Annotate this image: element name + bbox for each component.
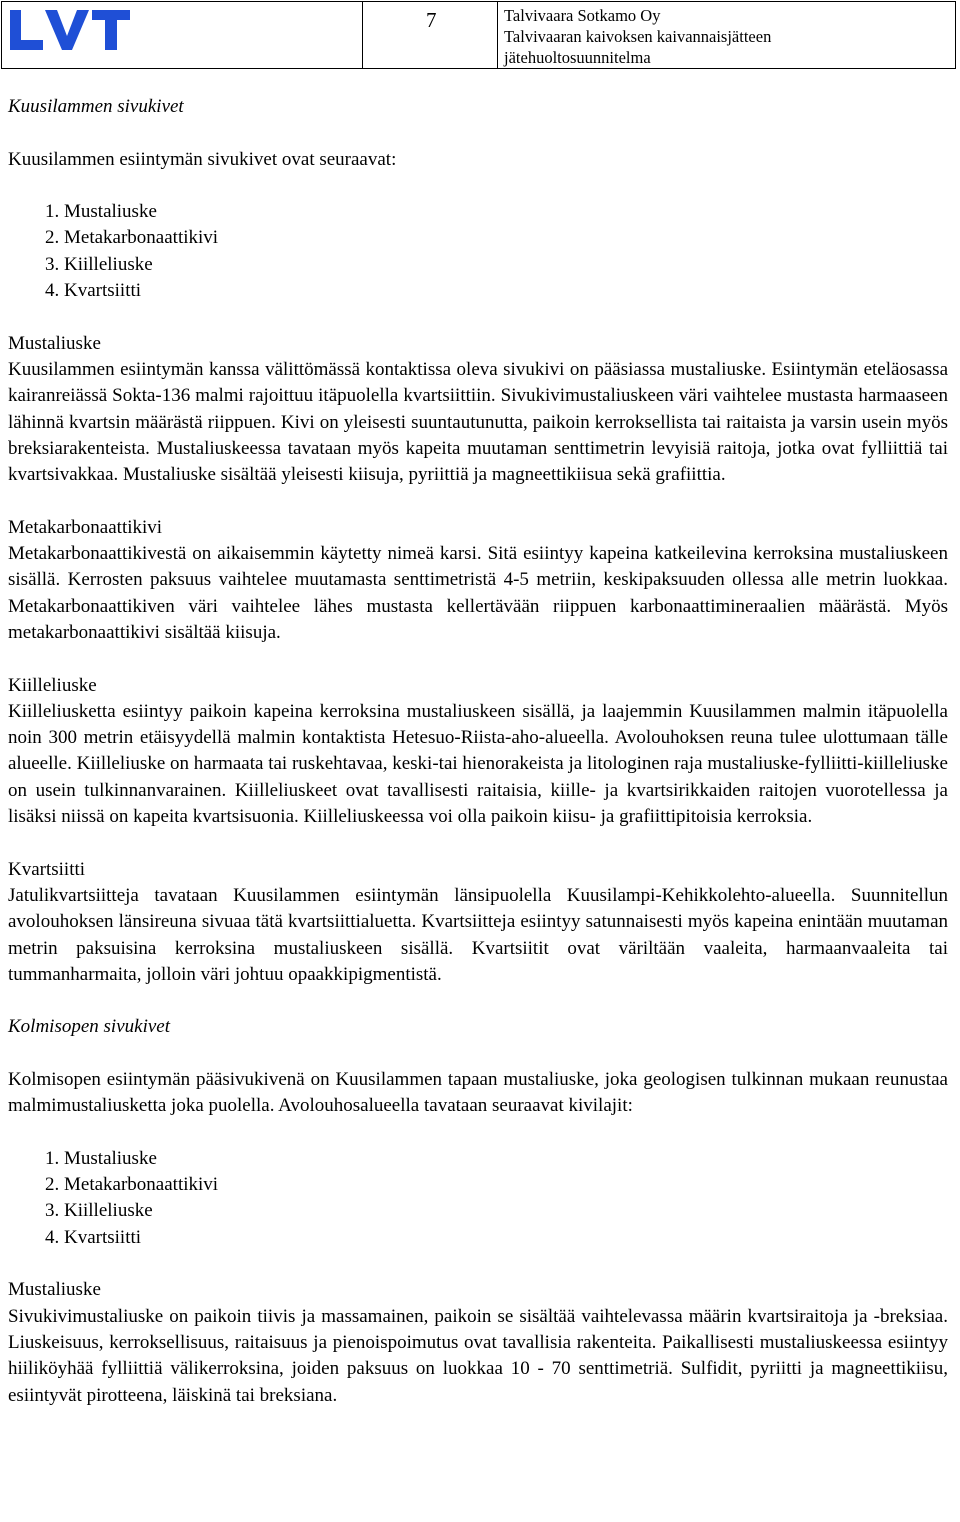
company-name: Talvivaara Sotkamo Oy xyxy=(504,6,661,25)
document-title-line2: jätehuoltosuunnitelma xyxy=(504,48,651,67)
section-heading-kolmisoppi: Kolmisopen sivukivet xyxy=(8,1016,170,1038)
paragraph-mustaliuske: Kuusilammen esiintymän kanssa välittömässä kontaktissa oleva sivukivi on pääsiassa mustaliuske. Esiintymän eteläosassa kairanreiässä Sokta-136 malmi rajoittuu itäpuolella kvartsiittiin. Sivukivimustaliuskeen väri vaihtelee mustasta harmaaseen lähinnä kvartsin määrästä riippuen. Kivi on yleisesti suuntautunutta, paikoin kerroksellista tai raitaista ja varsin usein myös breksiarakenteista. Mustaliuskeessa tavataan myös kapeita muutaman senttimetrin levyisiä raitoja, jotka ovat fylliittiä tai kvartsivakkaa. Mustaliuske sisältää yleisesti kiisuja, pyriittiä ja magneettikiisua sekä grafiittia. xyxy=(8,358,948,486)
subheading-mustaliuske-kolmisoppi: Mustaliuske xyxy=(8,1279,101,1301)
list-item: 2. Metakarbonaattikivi xyxy=(45,1174,219,1196)
list-item: 2. Metakarbonaattikivi xyxy=(45,227,219,249)
document-title-line1: Talvivaaran kaivoksen kaivannaisjätteen xyxy=(504,27,772,46)
subheading-kvartsiitti: Kvartsiitti xyxy=(8,858,86,880)
list-item: 4. Kvartsiitti xyxy=(45,280,142,302)
subheading-metakarbonaattikivi: Metakarbonaattikivi xyxy=(8,516,163,538)
subheading-mustaliuske: Mustaliuske xyxy=(8,332,101,354)
logo-cell xyxy=(2,2,363,68)
paragraph-kvartsiitti: Jatulikvartsiitteja tavataan Kuusilammen esiintymän länsipuolella Kuusilampi-Kehikkolehto-alueella. Suunnitellun avolouhoksen länsireuna sivuaa tätä kvartsiittialuetta. Kvartsiitteja esiintyy satunnaisesti myös kapeina enintään muutaman metrin paksuisina kerroksina mustaliuskeen sisällä. Kvartsiitit ovat väriltään vaaleita, harmaanvaaleita tai tummanharmaita, jolloin väri johtuu opaakkipigmentistä. xyxy=(8,884,948,985)
section-heading-kuusilampi: Kuusilammen sivukivet xyxy=(8,96,184,117)
list-item: 1. Mustaliuske xyxy=(45,1147,157,1169)
paragraph-mustaliuske-kolmisoppi: Sivukivimustaliuske on paikoin tiivis ja massamainen, paikoin se sisältää vaihtelevassa määrin kvartsiraitoja ja -breksiaa. Liuskeisuus, kerroksellisuus, raitaisuus ja pienoispoimutus ovat tavallisia rakenteita. Paikallisesti mustaliuskeessa esiintyy hiiliköyhää fylliittiä välikerroksina, joiden paksuus on luokkaa 10 - 70 senttimetriä. Sulfidit, pyriitti ja magneettikiisu, esiintyvät pirotteena, läiskinä tai breksiana. xyxy=(8,1305,948,1406)
document-body xyxy=(8,94,948,1409)
page-number-cell xyxy=(363,2,498,68)
section-intro-kolmisoppi: Kolmisopen esiintymän pääsivukivenä on Kuusilammen tapaan mustaliuske, joka geologisen tulkinnan mukaan reunustaa malmimustaliusketta joka puolella. Avolouhosalueella tavataan seuraavat kivilajit: xyxy=(8,1068,948,1117)
page-number: 7 xyxy=(426,8,437,32)
rock-list-kuusilampi xyxy=(8,199,948,304)
subheading-kiilleliuske: Kiilleliuske xyxy=(8,674,97,696)
page-header xyxy=(1,1,956,69)
paragraph-kiilleliuske: Kiilleliusketta esiintyy paikoin kapeina kerroksina mustaliuskeen sisällä, ja laajemmin Kuusilammen malmin itäpuolella noin 300 metrin etäisyydellä malmin kontaktista Hetesuo-Riista-aho-alueella. Avolouhoksen reuna tulee ulottumaan tälle alueelle. Kiilleliuske on harmaata tai ruskehtavaa, keski-tai hienorakeista ja litologinen raja mustaliuske-fylliitti-kiilleliuske on usein tulkinnanvarainen. Kiilleliuskeet ovat tavallisesti raitaisia, kiille- ja kvartsirikkaiden raitojen vuorotellessa ja lisäksi niissä on kapeita kvartsisuonia. Kiilleliuskeessa voi olla paikoin kiisu- ja grafiittipitoisia kerroksia. xyxy=(8,700,948,828)
list-item: 3. Kiilleliuske xyxy=(45,253,153,275)
section-intro-kuusilampi: Kuusilammen esiintymän sivukivet ovat seuraavat: xyxy=(8,148,397,170)
list-item: 1. Mustaliuske xyxy=(45,201,157,223)
paragraph-metakarbonaattikivi: Metakarbonaattikivestä on aikaisemmin käytetty nimeä karsi. Sitä esiintyy kapeina katkeilevina kerroksina mustaliuskeen sisällä. Kerrosten paksuus vaihtelee muutamasta senttimetristä 4-5 metriin, keskipaksuuden ollessa alle metrin luokkaa. Metakarbonaattikiven väri vaihtelee lähes mustasta kellertävään riippuen karbonaattimineraalien määrästä. Myös metakarbonaattikivi sisältää kiisuja. xyxy=(8,543,948,643)
document-info-cell xyxy=(498,2,955,68)
list-item: 3. Kiilleliuske xyxy=(45,1200,153,1222)
list-item: 4. Kvartsiitti xyxy=(45,1226,142,1248)
lvt-logo xyxy=(8,6,132,56)
rock-list-kolmisoppi xyxy=(8,1146,948,1251)
